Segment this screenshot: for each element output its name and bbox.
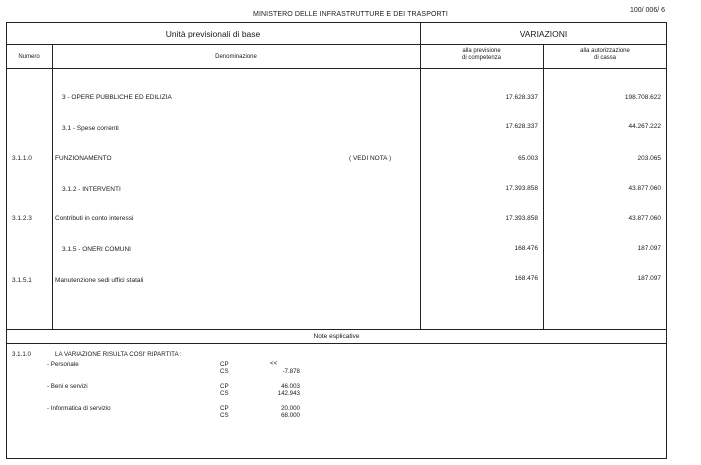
- col-header-numero: Numero: [18, 54, 40, 60]
- row-competenza: 17.393.858: [505, 215, 538, 222]
- row-numero: 3.1.5.1: [12, 277, 32, 284]
- col-header-cassa-line2: di cassa: [593, 55, 616, 61]
- notes-title: Note esplicative: [313, 333, 360, 340]
- note-item-cp-label: CP: [220, 383, 229, 390]
- note-item-cs-label: CS: [220, 390, 229, 397]
- ministry-title: MINISTERO DELLE INFRASTRUTTURE E DEI TRASPORTI: [253, 11, 448, 18]
- row-denominazione: 3.1.2 - INTERVENTI: [62, 186, 121, 193]
- row-numero: 3.1.1.0: [12, 155, 32, 162]
- row-denominazione: 3 - OPERE PUBBLICHE ED EDILIZIA: [62, 94, 172, 101]
- row-denominazione: 3.1 - Spese correnti: [62, 125, 119, 132]
- page-reference: 100/ 006/ 6: [629, 7, 665, 14]
- notes-code: 3.1.1.0: [12, 351, 31, 358]
- group-header-variazioni: VARIAZIONI: [519, 29, 568, 39]
- row-competenza: 65.003: [518, 155, 538, 162]
- note-item-cp-value: 46.003: [281, 383, 300, 390]
- rule-column-header: [6, 68, 667, 69]
- note-item-label: - Informatica di servizio: [47, 405, 111, 412]
- col-header-competenza-line2: di competenza: [461, 55, 502, 61]
- note-item-cs-value: 142.943: [277, 390, 300, 397]
- row-competenza: 168.476: [514, 245, 538, 252]
- row-competenza: 17.628.337: [505, 123, 538, 130]
- col-header-competenza-line1: alla previsione: [462, 48, 501, 54]
- note-item-label: - Beni e servizi: [47, 383, 88, 390]
- col-header-denominazione: Denominazione: [215, 54, 257, 60]
- note-item-cp-value: 20.000: [281, 405, 300, 412]
- note-item-cs-label: CS: [220, 412, 229, 419]
- note-item-cs-value: 68.000: [281, 412, 300, 419]
- row-competenza: 17.628.337: [505, 94, 538, 101]
- row-cassa: 44.267.222: [628, 123, 661, 130]
- row-competenza: 17.393.858: [505, 185, 538, 192]
- rule-variazioni-col: [420, 22, 421, 329]
- col-header-cassa-line1: alla autorizzazione: [580, 48, 630, 54]
- note-item-cs-value: -7.878: [282, 368, 300, 375]
- row-cassa: 198.708.622: [624, 94, 661, 101]
- rule-numero-col: [52, 44, 53, 329]
- row-cassa: 187.097: [637, 245, 661, 252]
- row-cassa: 187.097: [637, 275, 661, 282]
- group-header-upb: Unità previsionali di base: [165, 29, 261, 39]
- row-competenza: 168.476: [514, 275, 538, 282]
- note-item-cp-label: CP: [220, 361, 229, 368]
- note-item-cp-label: CP: [220, 405, 229, 412]
- row-denominazione: 3.1.5 - ONERI COMUNI: [62, 246, 131, 253]
- note-item-cp-value: <<: [270, 360, 278, 367]
- note-item-cs-label: CS: [220, 368, 229, 375]
- col-header-cassa: [543, 48, 667, 62]
- rule-notes-top: [6, 329, 667, 330]
- col-header-competenza: [420, 48, 543, 62]
- rule-group-header: [6, 44, 667, 45]
- row-denominazione: Manutenzione sedi uffici statali: [55, 277, 144, 284]
- row-cassa: 43.877.060: [628, 185, 661, 192]
- row-note-reference: ( VEDI NOTA ): [349, 155, 392, 162]
- row-numero: 3.1.2.3: [12, 215, 32, 222]
- rule-notes-title: [6, 343, 667, 344]
- notes-heading: LA VARIAZIONE RISULTA COSI' RIPARTITA :: [55, 351, 182, 358]
- table-frame: [6, 22, 667, 459]
- row-denominazione: FUNZIONAMENTO: [55, 155, 112, 162]
- note-item-label: - Personale: [47, 361, 79, 368]
- row-denominazione: Contributi in conto interessi: [55, 215, 134, 222]
- row-cassa: 43.877.060: [628, 215, 661, 222]
- row-cassa: 203.065: [637, 155, 661, 162]
